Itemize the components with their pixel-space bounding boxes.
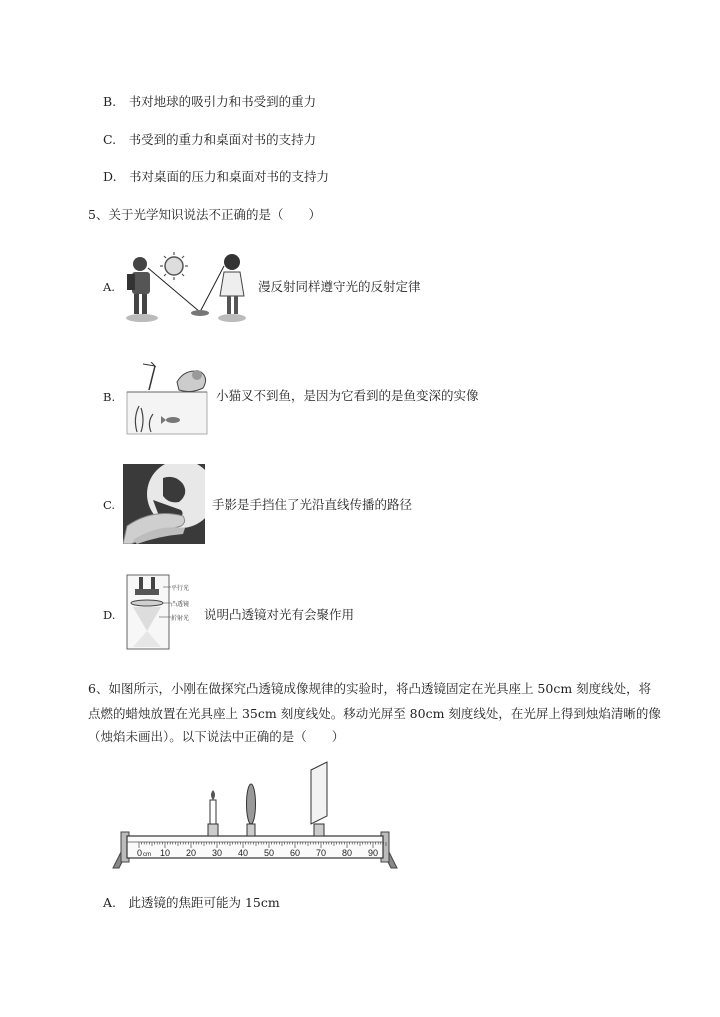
- q4-option-b: B. 书对地球的吸引力和书受到的重力: [103, 94, 317, 109]
- q5-option-c-text: 手影是手挡住了光沿直线传播的路径: [212, 497, 413, 512]
- hand-shadow-figure: [123, 464, 205, 544]
- convex-lens-figure: [123, 573, 203, 651]
- ruler-label: cm: [143, 852, 151, 858]
- ruler-label: 0: [137, 848, 143, 858]
- ruler-label: 30: [211, 848, 223, 858]
- ruler-label: 80: [341, 848, 353, 858]
- ruler-label: 10: [159, 848, 171, 858]
- optical-bench-figure: [105, 760, 405, 872]
- q5-option-b-label: B.: [103, 390, 116, 404]
- ruler-label: 70: [315, 848, 327, 858]
- q6-stem-line2: 点燃的蜡烛放置在光具座上 35cm 刻度线处。移动光屏至 80cm 刻度线处，在光屏上得到烛焰清晰的像: [88, 706, 661, 721]
- q5-option-d-text: 说明凸透镜对光有会聚作用: [204, 607, 355, 622]
- cat-fishing-figure: [125, 362, 210, 437]
- q6-stem-line3: （烛焰未画出）。以下说法中正确的是（ ）: [88, 729, 345, 744]
- q6-option-a: A. 此透镜的焦距可能为 15cm: [103, 895, 280, 910]
- ruler-label: 40: [237, 848, 249, 858]
- lens-label-convex-lens: 凸透镜: [171, 601, 190, 608]
- ruler-label: 50: [263, 848, 275, 858]
- q5-option-c-label: C.: [103, 498, 116, 512]
- q5-option-b-text: 小猫叉不到鱼，是因为它看到的是鱼变深的实像: [216, 388, 479, 403]
- q6-stem-line1: 6、如图所示，小刚在做探究凸透镜成像规律的实验时，将凸透镜固定在光具座上 50cm 刻度线处，将: [88, 681, 652, 696]
- lens-label-refracted-light: 折射光: [171, 615, 190, 622]
- q5-stem: 5、关于光学知识说法不正确的是（ ）: [88, 207, 321, 222]
- diffuse-reflection-figure: [120, 250, 255, 325]
- q5-option-a-label: A.: [103, 280, 115, 294]
- q4-option-c: C. 书受到的重力和桌面对书的支持力: [103, 132, 317, 147]
- q4-option-d: D. 书对桌面的压力和桌面对书的支持力: [103, 169, 330, 184]
- ruler-label: 90: [367, 848, 379, 858]
- ruler-label: 20: [185, 848, 197, 858]
- q5-option-d-label: D.: [103, 608, 116, 622]
- lens-label-parallel-light: 平行光: [171, 585, 190, 592]
- q5-option-a-text: 漫反射同样遵守光的反射定律: [258, 279, 421, 294]
- ruler-label: 60: [289, 848, 301, 858]
